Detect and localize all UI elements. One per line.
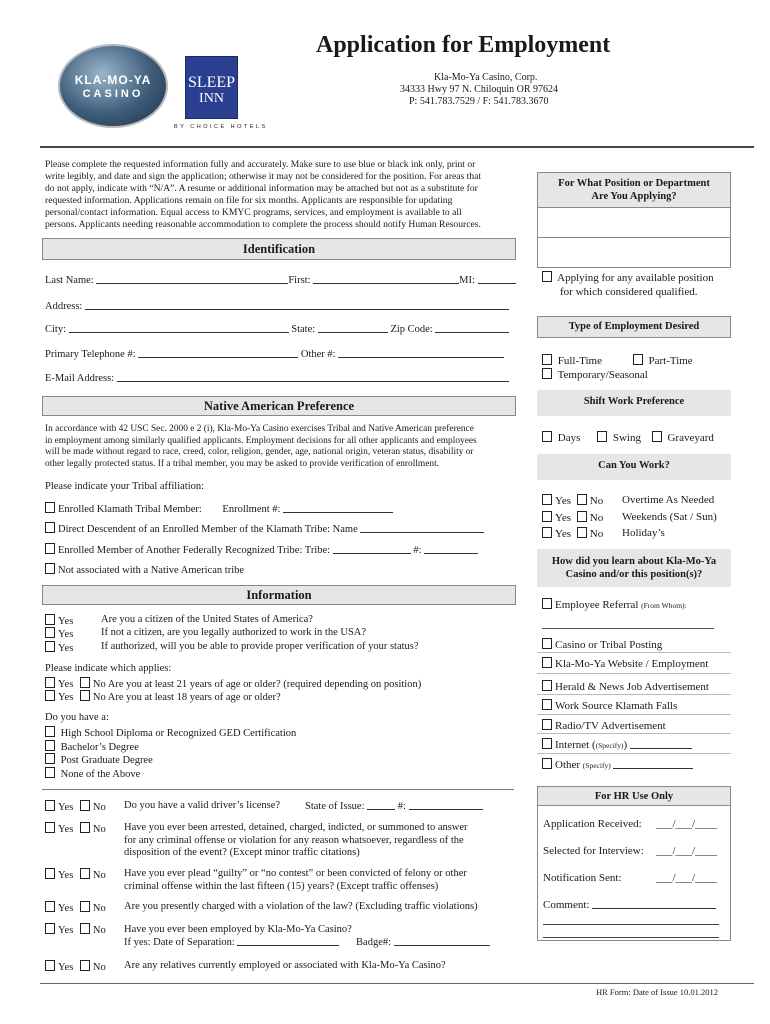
- zip-label: Zip Code:: [390, 324, 433, 335]
- radio-option[interactable]: [542, 719, 666, 732]
- edu-option[interactable]: [45, 726, 296, 739]
- city-field[interactable]: [69, 323, 289, 333]
- license-number-label: #:: [397, 801, 406, 812]
- company-name: Kla-Mo-Ya Casino, Corp.: [434, 72, 538, 83]
- citizen-question-text: Are you a citizen of the United States of America?: [101, 614, 313, 625]
- arrest-line: for any criminal offense or violation for any reason whatsoever, regardless of the: [124, 834, 464, 846]
- hr-received-row[interactable]: [543, 818, 718, 830]
- bachelor-checkbox[interactable]: [45, 740, 55, 751]
- sleep-text: SLEEP: [187, 74, 236, 91]
- referral-label: Employee Referral: [555, 599, 639, 611]
- information-header: Information: [42, 585, 516, 605]
- herald-option[interactable]: [542, 680, 709, 693]
- yes-label: Yes: [58, 616, 74, 627]
- bachelor-label: Bachelor’s Degree: [60, 742, 139, 753]
- guilty-question[interactable]: [45, 868, 467, 892]
- tribal-option-descendent[interactable]: [45, 522, 484, 535]
- state-issue-label: State of Issue:: [305, 801, 365, 812]
- no-label: No: [589, 512, 604, 524]
- age18-text: No Are you at least 18 years of age or older?: [92, 692, 281, 703]
- part-time-label: Part-Time: [648, 355, 693, 367]
- referral-line: [542, 628, 714, 629]
- guilty-line: criminal offense within the last fifteen (15) years? (Except traffic offenses): [124, 880, 439, 892]
- website-checkbox[interactable]: [542, 657, 552, 668]
- yes-label: Yes: [58, 692, 74, 703]
- casino-logo-line1: KLA-MO-YA: [74, 73, 152, 87]
- guilty-text: [124, 868, 467, 893]
- arrest-no-checkbox[interactable]: [80, 822, 90, 833]
- holidays-no-checkbox[interactable]: [577, 527, 587, 538]
- days-checkbox[interactable]: [542, 431, 552, 442]
- other-label: Other: [555, 759, 581, 771]
- license-no-checkbox[interactable]: [80, 800, 90, 811]
- descendent-name-field[interactable]: [360, 523, 484, 533]
- native-paragraph: [45, 424, 477, 470]
- inn-text: INN: [199, 91, 224, 106]
- intro-line: write legibly, and date and sign the application; otherwise it may not be considered for the position. For areas that: [45, 171, 482, 182]
- yes-label: Yes: [555, 495, 572, 507]
- age21-text: No Are you at least 21 years of age or older? (required depending on position): [92, 679, 422, 690]
- state-field[interactable]: [318, 323, 388, 333]
- city-label: City:: [45, 324, 67, 335]
- intro-paragraph: [45, 159, 481, 231]
- no-tribe-checkbox[interactable]: [45, 563, 55, 574]
- intro-line: persons. Applicants needing reasonable accommodation to complete the process should notify Human Resources.: [45, 219, 481, 230]
- other-tribe-number-field[interactable]: [424, 544, 478, 554]
- employed-yes-checkbox[interactable]: [45, 923, 55, 934]
- hr-header: For HR Use Only: [537, 786, 731, 806]
- selected-date[interactable]: ___/___/____: [656, 845, 718, 857]
- first-name-label: First:: [288, 275, 311, 286]
- yes-label: Yes: [58, 870, 74, 881]
- learn-header-line: Casino and/or this position(s)?: [565, 569, 703, 580]
- intro-line: do not apply, indicate with “N/A”. A resume or additional information may be attached but not as a substitute for: [45, 183, 478, 194]
- overtime-row[interactable]: [542, 494, 715, 507]
- notification-label: Notification Sent:: [543, 872, 622, 884]
- native-line: other legally protected status. If a tribal member, you may be asked to provide verification of enrollment.: [45, 458, 440, 469]
- can-work-header: Can You Work?: [537, 454, 731, 480]
- arrest-line: disposition of the event? (Except minor traffic citations): [124, 847, 360, 858]
- phone-label: Primary Telephone #:: [45, 349, 136, 360]
- age18-yes-checkbox[interactable]: [45, 690, 55, 701]
- intro-line: Please complete the requested information fully and accurately. Make sure to use blue or black ink only, print or: [45, 159, 476, 170]
- age18-no-checkbox[interactable]: [80, 690, 90, 701]
- other-specify: (Specify): [582, 761, 611, 770]
- edu-option[interactable]: [45, 740, 139, 753]
- weekends-yes-checkbox[interactable]: [542, 511, 552, 522]
- charged-text: Are you presently charged with a violation of the law? (Excluding traffic violations): [124, 901, 478, 912]
- license-number-field[interactable]: [409, 800, 483, 810]
- native-line: in employment among similarly qualified applicants. Employment decisions for all other applicants and employees: [45, 435, 477, 446]
- tribal-affiliation-label: Please indicate your Tribal affiliation:: [45, 481, 205, 492]
- temporary-checkbox[interactable]: [542, 368, 552, 379]
- swing-checkbox[interactable]: [597, 431, 607, 442]
- temporary-label: Temporary/Seasonal: [557, 369, 648, 381]
- yes-label: Yes: [58, 925, 74, 936]
- full-time-label: Full-Time: [557, 355, 602, 367]
- full-time-checkbox[interactable]: [542, 354, 552, 365]
- employed-question[interactable]: [45, 923, 392, 948]
- referral-option[interactable]: [542, 598, 687, 611]
- divider: [537, 673, 731, 674]
- city-row[interactable]: [45, 323, 509, 335]
- comment-line-3: [543, 937, 719, 938]
- license-question[interactable]: [45, 800, 406, 813]
- comment-label: Comment:: [543, 899, 590, 911]
- mi-label: MI:: [459, 275, 475, 286]
- weekends-row[interactable]: [542, 511, 717, 524]
- selected-label: Selected for Interview:: [543, 845, 644, 857]
- yes-label: Yes: [58, 802, 74, 813]
- hr-notification-row[interactable]: [543, 872, 718, 884]
- verification-question-text: If authorized, will you be able to provide proper verification of your status?: [101, 641, 419, 652]
- overtime-yes-checkbox[interactable]: [542, 494, 552, 505]
- badge-field[interactable]: [394, 936, 490, 946]
- state-issue-field[interactable]: [367, 800, 395, 810]
- klamath-checkbox[interactable]: [45, 502, 55, 513]
- guilty-no-checkbox[interactable]: [80, 868, 90, 879]
- yes-label: Yes: [58, 824, 74, 835]
- learn-header: [537, 549, 731, 587]
- enrollment-field[interactable]: [283, 503, 393, 513]
- internet-label: Internet: [555, 739, 590, 751]
- verification-yes-checkbox[interactable]: [45, 641, 55, 652]
- separation-label: If yes: Date of Separation:: [124, 937, 235, 948]
- hs-checkbox[interactable]: [45, 726, 55, 737]
- page-title: Application for Employment: [316, 32, 611, 58]
- internet-field[interactable]: [630, 739, 692, 749]
- guilty-yes-checkbox[interactable]: [45, 868, 55, 879]
- position-header-line: For What Position or Department: [558, 178, 710, 189]
- any-position-label2: for which considered qualified.: [560, 286, 698, 298]
- none-label: None of the Above: [60, 769, 141, 780]
- tribal-option-klamath[interactable]: [45, 502, 393, 515]
- age21-no-checkbox[interactable]: [80, 677, 90, 688]
- arrest-text: [124, 822, 468, 860]
- yes-label: Yes: [58, 629, 74, 640]
- herald-checkbox[interactable]: [542, 680, 552, 691]
- casino-logo: [58, 44, 168, 128]
- divider: [537, 694, 731, 695]
- casino-posting-label: Casino or Tribal Posting: [555, 639, 663, 651]
- divider: [537, 714, 731, 715]
- radio-checkbox[interactable]: [542, 719, 552, 730]
- education-label: Do you have a:: [45, 712, 109, 723]
- comment-field[interactable]: [592, 899, 716, 909]
- enrollment-label: Enrollment #:: [222, 504, 281, 515]
- postgrad-label: Post Graduate Degree: [60, 755, 153, 766]
- postgrad-checkbox[interactable]: [45, 753, 55, 764]
- tribal-option-other[interactable]: [45, 543, 478, 556]
- age21-yes-checkbox[interactable]: [45, 677, 55, 688]
- position-field-line: [537, 237, 731, 238]
- age-21-question[interactable]: [45, 677, 421, 690]
- identification-header: Identification: [42, 238, 516, 260]
- hs-label: High School Diploma or Recognized GED Certification: [60, 728, 297, 739]
- last-name-row[interactable]: [45, 274, 516, 286]
- divider: [537, 733, 731, 734]
- received-label: Application Received:: [543, 818, 642, 830]
- choice-hotels-text: BY CHOICE HOTELS: [174, 124, 268, 130]
- any-position-option[interactable]: [542, 271, 714, 299]
- native-preference-header: Native American Preference: [42, 396, 516, 416]
- weekends-no-checkbox[interactable]: [577, 511, 587, 522]
- notification-date[interactable]: ___/___/____: [656, 872, 718, 884]
- other-field[interactable]: [613, 759, 693, 769]
- holidays-yes-checkbox[interactable]: [542, 527, 552, 538]
- any-position-label: Applying for any available position: [557, 272, 714, 284]
- state-issue-area: [305, 800, 483, 812]
- days-label: Days: [557, 432, 581, 444]
- overtime-label: Overtime As Needed: [622, 494, 715, 506]
- website-label: Kla-Mo-Ya Website / Employment: [555, 658, 709, 670]
- last-name-field[interactable]: [96, 274, 288, 284]
- shift-options[interactable]: [542, 431, 714, 444]
- worksource-checkbox[interactable]: [542, 699, 552, 710]
- no-label: No: [92, 870, 106, 881]
- yes-label: Yes: [58, 679, 74, 690]
- intro-line: personal/contact information. Equal access to KMYC programs, services, and employment is available to all: [45, 207, 462, 218]
- relatives-text: Are any relatives currently employed or associated with Kla-Mo-Ya Casino?: [124, 960, 446, 971]
- descendent-label: Direct Descendent of an Enrolled Member of the Klamath Tribe: Name: [58, 524, 358, 535]
- guilty-line: Have you ever plead “guilty” or “no contest” or been convicted of felony or other: [124, 868, 467, 879]
- no-label: No: [589, 495, 604, 507]
- none-checkbox[interactable]: [45, 767, 55, 778]
- yes-label: Yes: [58, 962, 74, 973]
- other-tribe-checkbox[interactable]: [45, 543, 55, 554]
- phone-field[interactable]: [138, 348, 298, 358]
- other-option[interactable]: [542, 758, 693, 771]
- address-row[interactable]: [45, 300, 509, 312]
- relatives-question[interactable]: [45, 960, 446, 973]
- native-line: In accordance with 42 USC Sec. 2000 e 2 (i), Kla-Mo-Ya Casino exercises Tribal and Native American preference: [45, 424, 474, 434]
- internet-specify: (Specify): [595, 741, 624, 750]
- hr-box: [537, 786, 731, 941]
- herald-label: Herald & News Job Advertisement: [555, 681, 709, 693]
- other-tribe-label: Enrolled Member of Another Federally Recognized Tribe: Tribe:: [58, 545, 331, 556]
- authorized-yes-checkbox[interactable]: [45, 627, 55, 638]
- employment-type-header: Type of Employment Desired: [537, 316, 731, 338]
- internet-checkbox[interactable]: [542, 738, 552, 749]
- position-header: [537, 172, 731, 208]
- license-text: Do you have a valid driver’s license?: [124, 800, 281, 811]
- hr-comment-row[interactable]: [543, 899, 716, 911]
- casino-posting-option[interactable]: [542, 638, 662, 651]
- referral-checkbox[interactable]: [542, 598, 552, 609]
- badge-label: Badge#:: [356, 937, 392, 948]
- relatives-no-checkbox[interactable]: [80, 960, 90, 971]
- no-label: No: [92, 802, 106, 813]
- last-name-label: Last Name:: [45, 275, 94, 286]
- other-phone-label: Other #:: [300, 349, 336, 360]
- employed-text: [124, 923, 490, 949]
- intro-line: requested information. Applications remain on file for six months. Applicants are responsible for updating: [45, 195, 453, 206]
- header-rule: [40, 146, 754, 148]
- separation-line: [124, 936, 490, 949]
- phone-row[interactable]: [45, 348, 504, 360]
- age-18-question[interactable]: [45, 690, 281, 703]
- no-tribe-label: Not associated with a Native American tribe: [58, 565, 245, 576]
- citizen-question[interactable]: [45, 614, 313, 627]
- graveyard-label: Graveyard: [667, 432, 714, 444]
- divider: [42, 789, 514, 790]
- holidays-label: Holiday’s: [622, 527, 665, 539]
- age-indicate-label: Please indicate which applies:: [45, 663, 172, 674]
- native-line: will be made without regard to race, creed, color, religion, gender, age, national origin, veteran status, disability or: [45, 447, 474, 457]
- edu-option[interactable]: [45, 767, 140, 780]
- charged-question[interactable]: [45, 901, 478, 914]
- comment-line-2: [543, 924, 719, 925]
- charged-no-checkbox[interactable]: [80, 901, 90, 912]
- no-label: No: [92, 925, 106, 936]
- arrest-line: Have you ever been arrested, detained, charged, indicted, or summoned to answer: [124, 822, 468, 833]
- other-tribe-field[interactable]: [333, 544, 411, 554]
- mi-field[interactable]: [478, 274, 516, 284]
- employed-line: Have you ever been employed by Kla-Mo-Ya Casino?: [124, 924, 352, 935]
- swing-label: Swing: [612, 432, 641, 444]
- address-label: Address:: [45, 301, 83, 312]
- no-label: No: [92, 903, 106, 914]
- tribal-option-none[interactable]: [45, 563, 244, 576]
- charged-yes-checkbox[interactable]: [45, 901, 55, 912]
- any-position-checkbox[interactable]: [542, 271, 552, 282]
- yes-label: Yes: [555, 512, 572, 524]
- arrest-question[interactable]: [45, 822, 468, 858]
- footer-rule: [40, 983, 754, 984]
- received-date[interactable]: ___/___/____: [656, 818, 718, 830]
- internet-option[interactable]: Internet ((Specify)): [542, 738, 692, 751]
- worksource-label: Work Source Klamath Falls: [555, 700, 678, 712]
- arrest-yes-checkbox[interactable]: [45, 822, 55, 833]
- first-name-field[interactable]: [313, 274, 459, 284]
- citizen-yes-checkbox[interactable]: [45, 614, 55, 625]
- email-row[interactable]: [45, 372, 509, 384]
- holidays-row[interactable]: [542, 527, 665, 540]
- no-label: No: [589, 528, 604, 540]
- descendent-checkbox[interactable]: [45, 522, 55, 533]
- company-phone: P: 541.783.7529 / F: 541.783.3670: [409, 96, 549, 107]
- other-phone-field[interactable]: [338, 348, 504, 358]
- edu-option[interactable]: [45, 753, 153, 766]
- other-checkbox[interactable]: [542, 758, 552, 769]
- divider: [537, 753, 731, 754]
- email-label: E-Mail Address:: [45, 373, 115, 384]
- authorized-question-text: If not a citizen, are you legally authorized to work in the USA?: [101, 627, 367, 638]
- weekends-label: Weekends (Sat / Sun): [622, 511, 717, 523]
- license-yes-checkbox[interactable]: [45, 800, 55, 811]
- employed-no-checkbox[interactable]: [80, 923, 90, 934]
- divider: [537, 652, 731, 653]
- authorized-question[interactable]: [45, 627, 367, 640]
- footer-text: HR Form: Date of Issue 10.01.2012: [596, 987, 719, 997]
- company-address: 34333 Hwy 97 N. Chiloquin OR 97624: [400, 84, 559, 95]
- casino-logo-line2: CASINO: [82, 88, 144, 100]
- learn-header-line: How did you learn about Kla-Mo-Ya: [551, 556, 717, 567]
- zip-field[interactable]: [435, 323, 509, 333]
- position-header-line: Are You Applying?: [591, 191, 677, 202]
- other-tribe-number-label: #:: [413, 545, 422, 556]
- referral-small: (From Whom):: [641, 601, 687, 610]
- yes-label: Yes: [58, 903, 74, 914]
- employment-type-options[interactable]: [542, 354, 693, 382]
- radio-label: Radio/TV Advertisement: [555, 720, 666, 732]
- website-option[interactable]: [542, 657, 708, 670]
- graveyard-checkbox[interactable]: [652, 431, 662, 442]
- relatives-yes-checkbox[interactable]: [45, 960, 55, 971]
- klamath-label: Enrolled Klamath Tribal Member:: [58, 504, 202, 515]
- state-label: State:: [291, 324, 316, 335]
- worksource-option[interactable]: [542, 699, 677, 712]
- verification-question[interactable]: [45, 641, 419, 654]
- part-time-checkbox[interactable]: [633, 354, 643, 365]
- no-label: No: [92, 824, 106, 835]
- no-label: No: [92, 962, 106, 973]
- shift-header: Shift Work Preference: [537, 390, 731, 416]
- sleep-inn-logo: [185, 56, 238, 119]
- overtime-no-checkbox[interactable]: [577, 494, 587, 505]
- yes-label: Yes: [58, 643, 74, 654]
- address-field[interactable]: [85, 300, 509, 310]
- hr-selected-row[interactable]: [543, 845, 718, 857]
- separation-field[interactable]: [237, 936, 339, 946]
- yes-label: Yes: [555, 528, 572, 540]
- email-field[interactable]: [117, 372, 509, 382]
- casino-posting-checkbox[interactable]: [542, 638, 552, 649]
